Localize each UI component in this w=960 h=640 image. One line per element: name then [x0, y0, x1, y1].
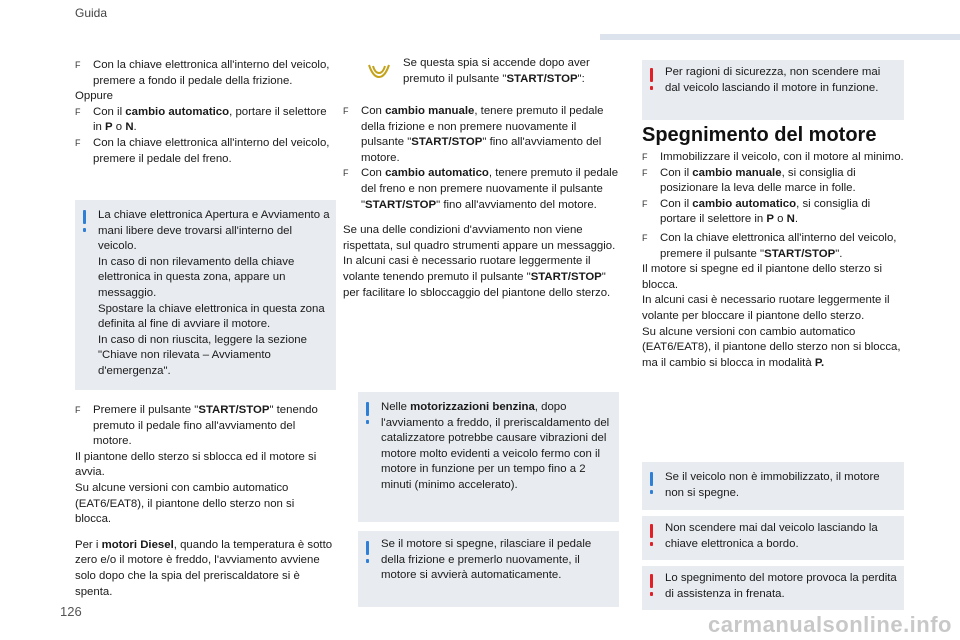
- info-box: [642, 462, 904, 510]
- info-text: Se il motore si spegne, rilasciare il pedale della frizione e premerlo nuovamente, il motore si avvierà automaticamente.: [381, 538, 592, 582]
- info-icon-dot: [650, 490, 653, 494]
- header-bar: [600, 0, 960, 42]
- bullet-icon: F: [642, 198, 648, 209]
- list-item: F Premere il pulsante "START/STOP" tenendo premuto il pedale fino all'avviamento del motore.: [75, 404, 318, 448]
- warning-text: Non scendere mai dal veicolo lasciando la chiave elettronica a bordo.: [665, 522, 878, 550]
- list-item: F Con la chiave elettronica all'interno del veicolo, premere il pulsante "START/STOP".: [642, 231, 897, 260]
- info-icon: [650, 472, 653, 486]
- info-icon-dot: [83, 228, 86, 232]
- info-icon: [83, 210, 86, 224]
- warning-box: [642, 516, 904, 560]
- column-1: [75, 58, 333, 167]
- list-item: F Con cambio automatico, tenere premuto il pedale del freno e non premere nuovamente il pulsante "START/STOP" fino all'avviamento del motore.: [343, 167, 619, 211]
- warning-text: Per ragioni di sicurezza, non scendere mai dal veicolo lasciando il motore in funzione.: [665, 66, 881, 94]
- warning-lamp-icon: [365, 63, 393, 81]
- page-number: 126: [60, 604, 82, 619]
- list-item: F Con il cambio automatico, portare il selettore in P o N.: [75, 105, 327, 134]
- bullet-icon: F: [642, 167, 648, 178]
- list-item: F Con cambio manuale, tenere premuto il pedale della frizione e non premere nuovamente il pulsante "START/STOP" fino all'avviamento del motore.: [343, 105, 604, 164]
- warning-box: [642, 60, 904, 120]
- column-3: [642, 150, 904, 371]
- warning-icon: [650, 574, 653, 588]
- paragraph: Se una delle condizioni d'avviamento non viene rispettata, sul quadro strumenti appare un messaggio.: [343, 224, 616, 252]
- info-icon-dot: [366, 420, 369, 424]
- warning-icon-dot: [650, 542, 653, 546]
- info-box: [358, 392, 619, 522]
- info-icon: [366, 402, 369, 416]
- list-item: F Con il cambio automatico, si consiglia di portare il selettore in P o N.: [642, 197, 871, 226]
- info-box: [358, 531, 619, 607]
- section-heading: Spegnimento del motore: [642, 124, 877, 146]
- list-item: F Con la chiave elettronica all'interno del veicolo, premere il pedale del freno.: [75, 136, 330, 165]
- info-box: [75, 200, 336, 390]
- bullet-icon: F: [75, 60, 81, 70]
- info-icon-dot: [366, 559, 369, 563]
- info-text: Se il veicolo non è immobilizzato, il motore non si spegne.: [665, 471, 880, 499]
- warning-box: [642, 566, 904, 610]
- lamp-text: Se questa spia si accende dopo aver premuto il pulsante "START/STOP":: [403, 57, 590, 85]
- bullet-icon: F: [343, 106, 349, 116]
- warning-icon-dot: [650, 592, 653, 596]
- column-1-bottom: [75, 403, 333, 600]
- paragraph: Il motore si spegne ed il piantone dello sterzo si blocca. In alcuni casi è necessario ruotare leggermente il volante per bloccare il piantone dello sterzo. Su alcune versioni con cambio automatico (EAT6/EAT8), il piantone dello sterzo non si blocca, ma il cambio si blocca in modalità P.: [642, 263, 901, 369]
- list-item: F Con la chiave elettronica all'interno del veicolo, premere a fondo il pedale della frizione.: [75, 59, 330, 87]
- column-2: [343, 104, 619, 301]
- bullet-icon: F: [343, 168, 349, 179]
- warning-icon: [650, 68, 653, 82]
- warning-icon-dot: [650, 86, 653, 90]
- info-text: Nelle motorizzazioni benzina, dopo l'avviamento a freddo, il preriscaldamento del catalizzatore potrebbe causare vibrazioni del motore molto evidenti a veicolo fermo con il motore in funzione per un tempo fino a 2 minuti (minimo accelerato).: [381, 401, 610, 491]
- oppure-text: Oppure: [75, 90, 113, 103]
- warning-icon: [650, 524, 653, 538]
- info-icon: [366, 541, 369, 555]
- section-title: Guida: [75, 6, 108, 20]
- paragraph: In alcuni casi è necessario ruotare leggermente il volante tenendo premuto il pulsante "START/STOP" per facilitare lo sbloccaggio del piantone dello sterzo.: [343, 255, 611, 299]
- info-text: La chiave elettronica Apertura e Avviamento a mani libere deve trovarsi all'interno del veicolo. In caso di non rilevamento della chiave elettronica in questa zona, appare un messaggio. Spostare la chiave elettronica in questa zona definita al fine di avviare il motore. In caso di non riuscita, leggere la sezione "Chiave non rilevata – Avviamento d'emergenza".: [98, 209, 330, 377]
- paragraph: Per i motori Diesel, quando la temperatura è sotto zero e/o il motore è freddo, l'avviamento avviene solo dopo che la spia del preriscaldatore si è spenta.: [75, 538, 333, 598]
- warning-text: Lo spegnimento del motore provoca la perdita di assistenza in frenata.: [665, 572, 897, 600]
- bullet-icon: F: [642, 232, 648, 243]
- list-item: F Immobilizzare il veicolo, con il motore al minimo.: [642, 150, 904, 166]
- bullet-icon: F: [642, 152, 648, 162]
- paragraph: Il piantone dello sterzo si sblocca ed il motore si avvia. Su alcune versioni con cambio automatico (EAT6/EAT8), il piantone dello sterzo non si blocca.: [75, 450, 317, 526]
- bullet-icon: F: [75, 137, 81, 148]
- list-item: F Con il cambio manuale, si consiglia di posizionare la leva delle marce in folle.: [642, 166, 856, 195]
- bullet-icon: F: [75, 106, 81, 117]
- bullet-icon: F: [75, 405, 81, 415]
- watermark: carmanualsonline.info: [708, 612, 952, 637]
